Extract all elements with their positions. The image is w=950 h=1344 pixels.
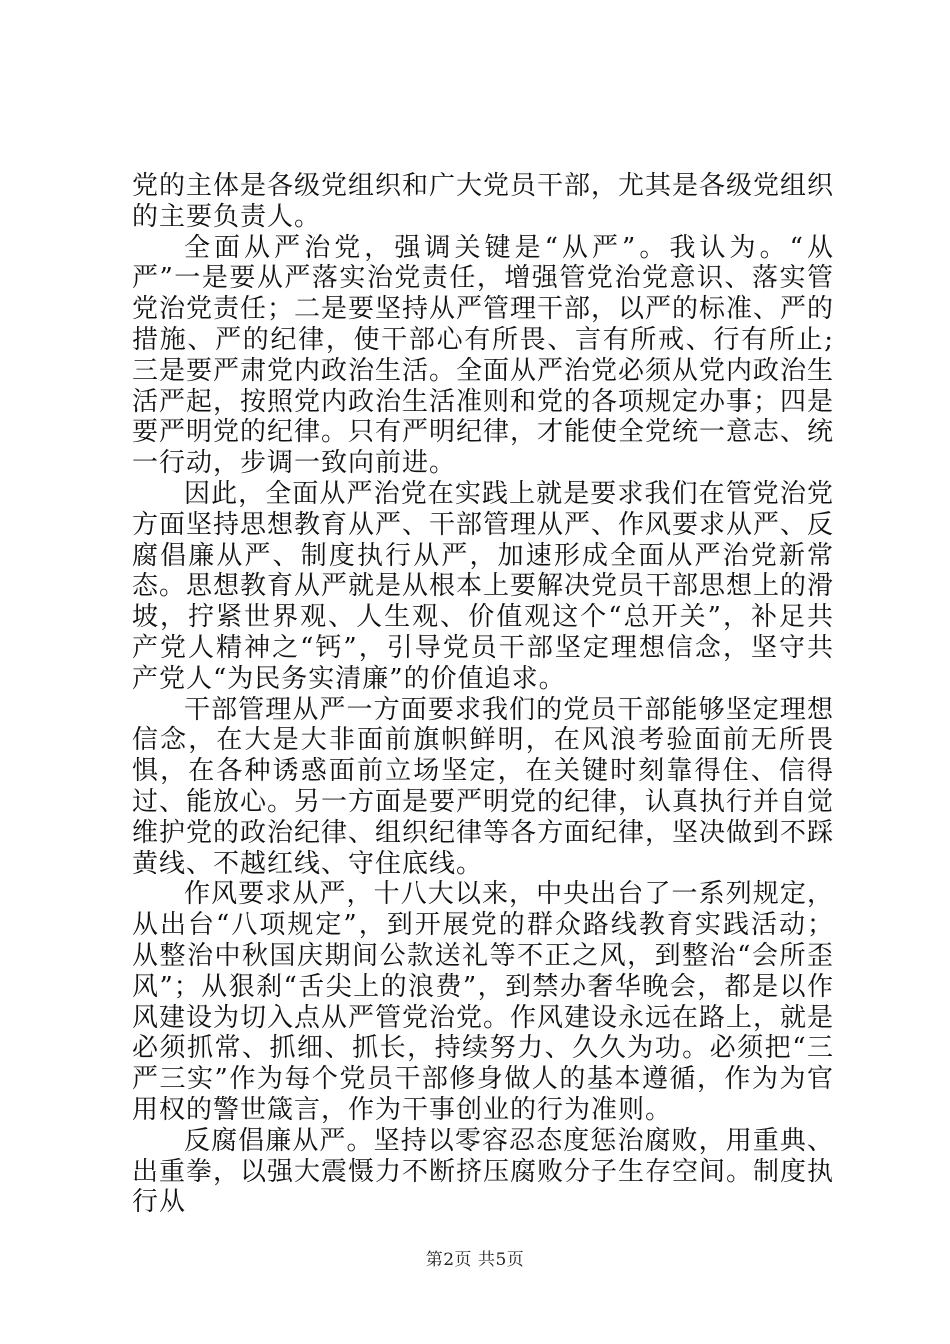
paragraph-work-style: 作风要求从严，十八大以来，中央出台了一系列规定，从出台“八项规定”，到开展党的群众路线教育实践活动；从整治中秋国庆期间公款送礼等不正之风，到整治“会所歪风”；从狠刹“舌尖上的浪费”，到禁办奢华晚会，都是以作风建设为切入点从严管党治党。作风建设永远在路上，就是必须抓常、抓细、抓长，持续努力、久久为功。必须把“三严三实”作为每个党员干部修身做人的基本遵循，作为为官用权的警世箴言，作为干事创业的行为准则。 — [132, 879, 835, 1125]
page-number-footer: 第2页 共5页 — [425, 1250, 525, 1270]
paragraph-cadre-management: 干部管理从严一方面要求我们的党员干部能够坚定理想信念，在大是大非面前旗帜鲜明，在风浪考验面前无所畏惧，在各种诱惑面前立场坚定，在关键时刻靠得住、信得过、能放心。另一方面是要严明党的纪律，认真执行并自觉维护党的政治纪律、组织纪律等各方面纪律，坚决做到不踩黄线、不越红线、守住底线。 — [132, 694, 835, 879]
paragraph-strict-governance: 全面从严治党，强调关键是“从严”。我认为。“从严”一是要从严落实治党责任，增强管党治党意识、落实管党治党责任；二是要坚持从严管理干部，以严的标准、严的措施、严的纪律，使干部心有所畏、言有所戒、行有所止;三是要严肃党内政治生活。全面从严治党必须从党内政治生活严起，按照党内政治生活准则和党的各项规定办事；四是要严明党的纪律。只有严明纪律，才能使全党统一意志、统一行动，步调一致向前进。 — [132, 232, 835, 479]
paragraph-practice: 因此，全面从严治党在实践上就是要求我们在管党治党方面坚持思想教育从严、干部管理从严、作风要求从严、反腐倡廉从严、制度执行从严，加速形成全面从严治党新常态。思想教育从严就是从根本上要解决党员干部思想上的滑坡，拧紧世界观、人生观、价值观这个“总开关”，补足共产党人精神之“钙”，引导党员干部坚定理想信念，坚守共产党人“为民务实清廉”的价值追求。 — [132, 478, 835, 694]
document-body — [132, 171, 834, 1218]
paragraph-continuation: 党的主体是各级党组织和广大党员干部，尤其是各级党组织的主要负责人。 — [132, 171, 835, 232]
paragraph-anti-corruption: 反腐倡廉从严。坚持以零容忍态度惩治腐败，用重典、出重拳，以强大震慑力不断挤压腐败分子生存空间。制度执行从 — [132, 1125, 835, 1218]
